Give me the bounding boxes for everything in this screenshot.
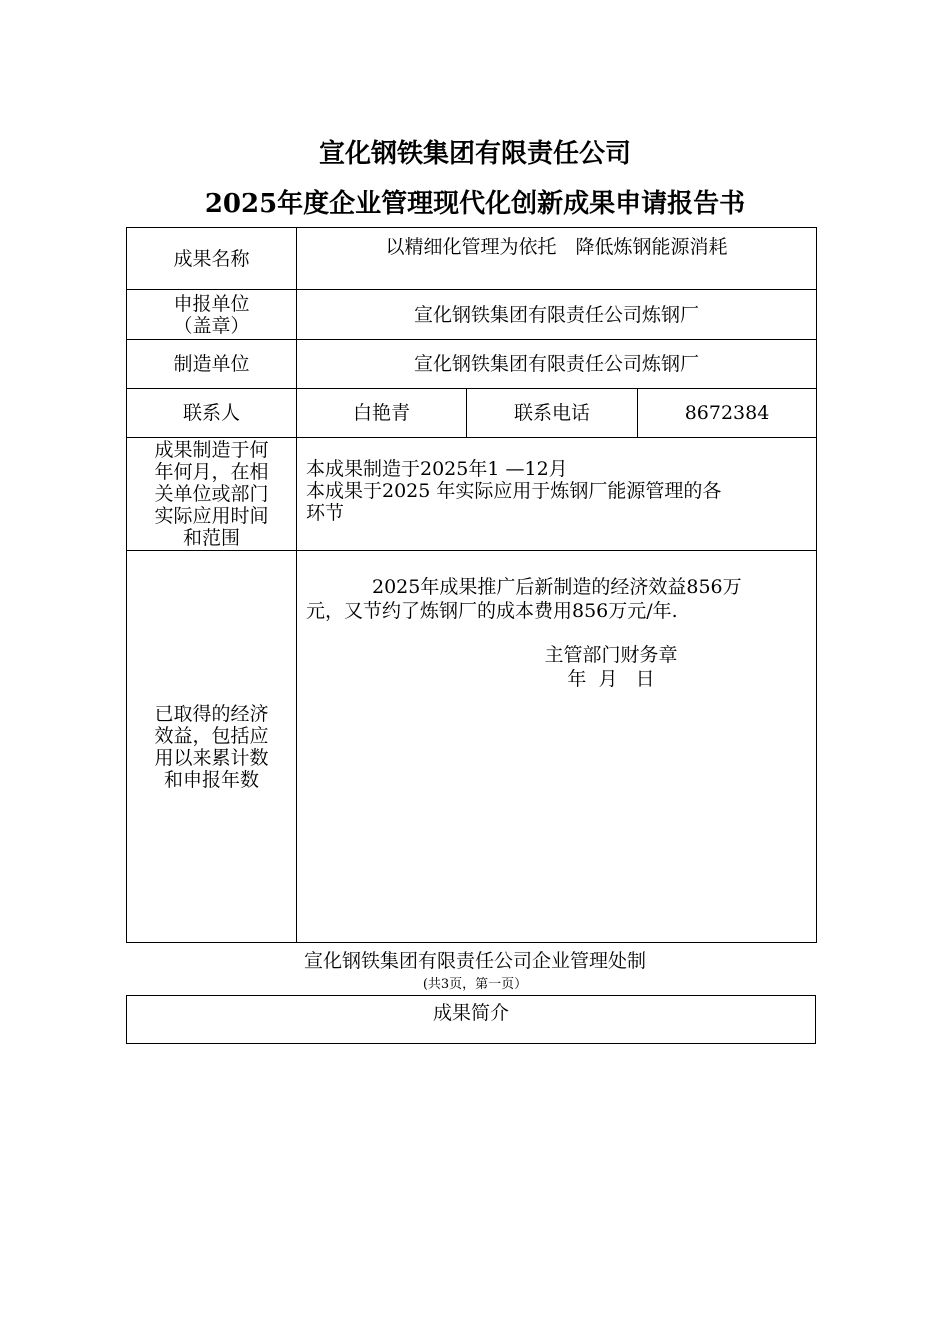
benefit-label-line: 和申报年数 [163,768,259,791]
scope-text-line: 环节 [306,502,345,524]
applicant-unit-label-line2: （盖章） [173,314,250,337]
benefit-label-line: 已取得的经济 [154,702,269,725]
scope-text-line: 本成果制造于2025年1 —12月 [306,458,568,480]
maker-unit-value: 宣化钢铁集团有限责任公司炼钢厂 [297,340,817,389]
sign-date: 年 月 日 [567,668,655,690]
page-count: (共3页，第一页） [422,977,528,992]
applicant-unit-value: 宣化钢铁集团有限责任公司炼钢厂 [297,290,817,340]
maker-unit-label: 制造单位 [127,340,297,389]
scope-label-line: 关单位或部门 [154,483,269,505]
scope-label-line: 成果制造于何 [154,439,269,461]
achievement-name-value: 以精细化管理为依托 降低炼钢能源消耗 [297,228,817,290]
contact-phone-label: 联系电话 [467,389,638,438]
scope-label-line: 实际应用时间 [154,505,269,527]
document-title: 宣化钢铁集团有限责任公司 [318,139,631,169]
application-scope-value [297,438,817,551]
benefit-text-line: 元，又节约了炼钢厂的成本费用856万元/年. [306,600,678,622]
economic-benefit-value [297,551,817,943]
economic-benefit-label [127,551,297,943]
finance-seal-label: 主管部门财务章 [544,644,678,666]
contact-phone-value: 8672384 [638,389,817,438]
benefit-label-line: 用以来累计数 [154,746,269,769]
application-form-table [126,227,817,943]
applicant-unit-label-line1: 申报单位 [173,292,250,315]
contact-person-label: 联系人 [127,389,297,438]
applicant-unit-label [127,290,297,340]
application-scope-label [127,438,297,551]
brief-section [126,995,816,1044]
contact-person-value: 白艳青 [297,389,467,438]
brief-title: 成果简介 [432,1002,509,1024]
achievement-name-label: 成果名称 [127,228,297,290]
scope-label-line: 和范围 [182,527,240,549]
issuer-note: 宣化钢铁集团有限责任公司企业管理处制 [303,950,646,972]
document-subtitle: 2025年度企业管理现代化创新成果申请报告书 [204,189,746,219]
scope-label-line: 年何月，在相 [154,461,269,483]
benefit-text-line: 2025年成果推广后新制造的经济效益856万 [372,576,742,598]
scope-text-line: 本成果于2025 年实际应用于炼钢厂能源管理的各 [306,480,722,502]
benefit-label-line: 效益，包括应 [154,724,269,747]
